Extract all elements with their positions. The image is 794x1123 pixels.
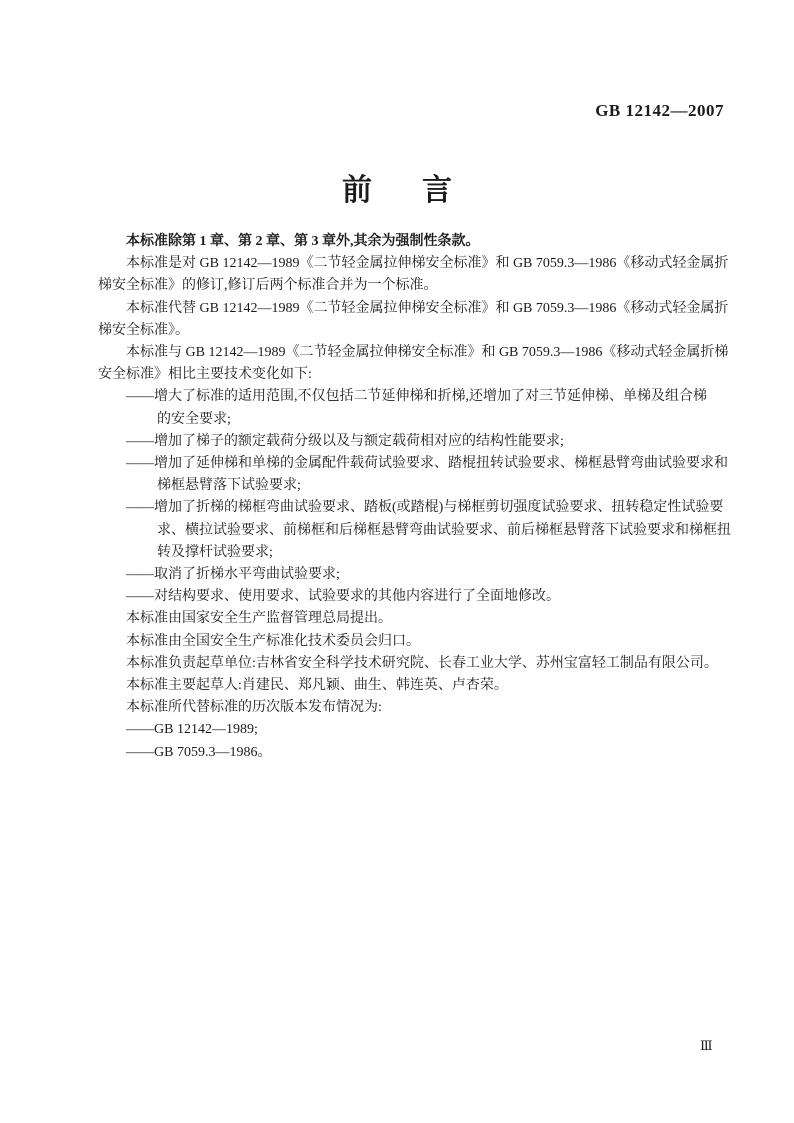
foreword-line: ——增加了梯子的额定载荷分级以及与额定载荷相对应的结构性能要求; (126, 433, 564, 449)
foreword-line: 本标准除第 1 章、第 2 章、第 3 章外,其余为强制性条款。 (126, 234, 480, 249)
title-char-1: 前 (342, 174, 372, 207)
foreword-line: ——增加了延伸梯和单梯的金属配件载荷试验要求、踏棍扭转试验要求、梯框悬臂弯曲试验要求和 (126, 456, 728, 472)
standard-number: GB 12142—2007 (595, 101, 724, 120)
foreword-line: 安全标准》相比主要技术变化如下: (98, 367, 312, 383)
foreword-line: 本标准主要起草人:肖建民、郑凡颖、曲生、韩连英、卢杏荣。 (126, 678, 508, 694)
foreword-body (98, 231, 738, 764)
foreword-line: ——对结构要求、使用要求、试验要求的其他内容进行了全面地修改。 (126, 589, 560, 605)
foreword-line: ——GB 7059.3—1986。 (126, 744, 272, 760)
foreword-line: 梯安全标准》的修订,修订后两个标准合并为一个标准。 (98, 278, 438, 294)
foreword-line: ——增大了标准的适用范围,不仅包括二节延伸梯和折梯,还增加了对三节延伸梯、单梯及组合梯 (126, 389, 707, 405)
foreword-line: 本标准代替 GB 12142—1989《二节轻金属拉伸梯安全标准》和 GB 7059.3—1986《移动式轻金属折 (126, 300, 729, 316)
foreword-line: 的安全要求; (157, 411, 231, 427)
foreword-line: ——GB 12142—1989; (126, 722, 258, 738)
page-number: Ⅲ (700, 1038, 714, 1053)
title-char-2: 言 (422, 174, 452, 207)
foreword-line: 本标准与 GB 12142—1989《二节轻金属拉伸梯安全标准》和 GB 7059.3—1986《移动式轻金属折梯 (126, 345, 729, 361)
foreword-line: 本标准由国家安全生产监督管理总局提出。 (126, 611, 392, 627)
document-title (0, 165, 794, 209)
foreword-line: 本标准由全国安全生产标准化技术委员会归口。 (126, 633, 420, 649)
foreword-line: ——增加了折梯的梯框弯曲试验要求、踏板(或踏棍)与梯框剪切强度试验要求、扭转稳定性试验要 (126, 500, 724, 516)
foreword-line: 梯安全标准》。 (98, 322, 189, 338)
foreword-line: 求、横拉试验要求、前梯框和后梯框悬臂弯曲试验要求、前后梯框悬臂落下试验要求和梯框扭 (157, 522, 731, 538)
foreword-line: 本标准负责起草单位:吉林省安全科学技术研究院、长春工业大学、苏州宝富轻工制品有限公司。 (126, 655, 718, 671)
foreword-line: 转及撑杆试验要求; (157, 544, 273, 560)
foreword-line: 本标准所代替标准的历次版本发布情况为: (126, 700, 382, 716)
foreword-line: ——取消了折梯水平弯曲试验要求; (126, 567, 340, 583)
foreword-line: 梯框悬臂落下试验要求; (157, 478, 301, 494)
foreword-line: 本标准是对 GB 12142—1989《二节轻金属拉伸梯安全标准》和 GB 7059.3—1986《移动式轻金属折 (126, 256, 729, 272)
